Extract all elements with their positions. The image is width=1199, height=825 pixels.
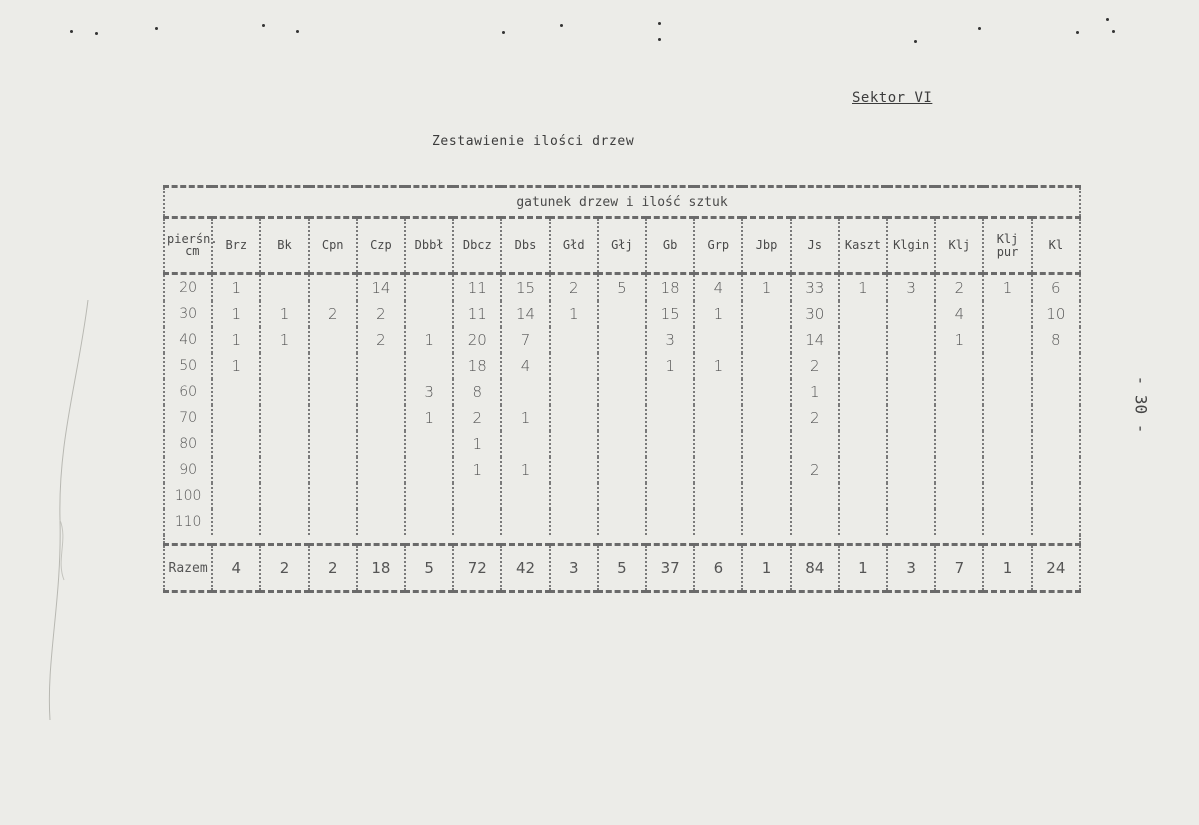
count-cell: 1	[453, 431, 501, 457]
count-cell: 1	[983, 273, 1031, 301]
count-cell: 2	[791, 353, 839, 379]
document-title: Zestawienie ilości drzew	[432, 134, 635, 149]
count-cell: 3	[405, 379, 453, 405]
count-cell: 1	[501, 457, 549, 483]
column-header-species: Bk	[260, 218, 308, 273]
count-cell	[694, 327, 742, 353]
count-cell	[550, 405, 598, 431]
count-cell	[1032, 405, 1080, 431]
column-header-species: Klj pur	[983, 218, 1031, 273]
count-cell: 11	[453, 273, 501, 301]
count-cell: 6	[1032, 273, 1080, 301]
count-cell	[646, 379, 694, 405]
count-cell: 8	[1032, 327, 1080, 353]
count-cell	[887, 379, 935, 405]
count-cell: 15	[646, 301, 694, 327]
count-cell	[887, 327, 935, 353]
count-cell: 1	[550, 301, 598, 327]
table-row	[164, 327, 1080, 353]
count-cell: 1	[405, 405, 453, 431]
count-cell	[935, 405, 983, 431]
count-cell	[405, 353, 453, 379]
count-cell	[405, 509, 453, 535]
count-cell	[887, 301, 935, 327]
count-cell: 1	[212, 353, 260, 379]
count-cell	[550, 327, 598, 353]
total-cell: 6	[694, 545, 742, 592]
count-cell	[983, 353, 1031, 379]
count-cell	[212, 379, 260, 405]
table-row	[164, 457, 1080, 483]
count-cell	[646, 483, 694, 509]
count-cell	[212, 405, 260, 431]
count-cell	[983, 483, 1031, 509]
count-cell: 1	[501, 405, 549, 431]
count-cell: 14	[357, 273, 405, 301]
count-cell: 2	[550, 273, 598, 301]
count-cell	[742, 379, 790, 405]
count-cell	[791, 431, 839, 457]
column-header-row	[164, 218, 1080, 273]
column-header-species: Dbbł	[405, 218, 453, 273]
count-cell	[935, 379, 983, 405]
total-cell: 37	[646, 545, 694, 592]
diameter-cell: 40	[164, 327, 212, 353]
table-group-heading: gatunek drzew i ilość sztuk	[164, 187, 1080, 218]
count-cell	[309, 431, 357, 457]
column-header-diameter	[164, 218, 218, 273]
table-row	[164, 509, 1080, 535]
totals-label: Razem	[164, 545, 212, 592]
count-cell: 3	[887, 273, 935, 301]
count-cell	[598, 327, 646, 353]
diameter-cell: 20	[164, 273, 212, 301]
total-cell: 1	[742, 545, 790, 592]
ink-speck	[1112, 30, 1115, 33]
ink-speck	[262, 24, 265, 27]
diameter-cell: 30	[164, 301, 212, 327]
count-cell	[212, 457, 260, 483]
diameter-cell: 70	[164, 405, 212, 431]
count-cell: 1	[453, 457, 501, 483]
count-cell	[887, 457, 935, 483]
count-cell	[501, 379, 549, 405]
count-cell	[983, 457, 1031, 483]
count-cell	[212, 509, 260, 535]
count-cell	[260, 457, 308, 483]
count-cell: 3	[646, 327, 694, 353]
count-cell	[694, 431, 742, 457]
count-cell	[598, 457, 646, 483]
count-cell	[742, 405, 790, 431]
diameter-cell: 50	[164, 353, 212, 379]
count-cell	[212, 431, 260, 457]
total-cell: 5	[405, 545, 453, 592]
count-cell	[1032, 457, 1080, 483]
total-cell: 3	[887, 545, 935, 592]
total-cell: 18	[357, 545, 405, 592]
count-cell	[1032, 431, 1080, 457]
count-cell	[598, 483, 646, 509]
count-cell	[260, 509, 308, 535]
count-cell	[260, 353, 308, 379]
count-cell: 1	[260, 301, 308, 327]
count-cell: 1	[212, 327, 260, 353]
count-cell	[309, 457, 357, 483]
count-cell	[309, 273, 357, 301]
sector-heading: Sektor VI	[852, 90, 933, 106]
diameter-cell: 60	[164, 379, 212, 405]
count-cell: 4	[694, 273, 742, 301]
count-cell	[501, 509, 549, 535]
count-cell	[405, 431, 453, 457]
count-cell: 1	[694, 301, 742, 327]
count-cell	[260, 379, 308, 405]
count-cell	[357, 405, 405, 431]
ink-speck	[1106, 18, 1109, 21]
diameter-cell: 90	[164, 457, 212, 483]
count-cell	[598, 405, 646, 431]
count-cell: 14	[501, 301, 549, 327]
column-header-species: Głd	[550, 218, 598, 273]
column-header-species: Grp	[694, 218, 742, 273]
count-cell: 1	[742, 273, 790, 301]
count-cell	[694, 379, 742, 405]
count-cell	[983, 301, 1031, 327]
column-header-species: Dbcz	[453, 218, 501, 273]
ink-speck	[1076, 31, 1079, 34]
total-cell: 42	[501, 545, 549, 592]
total-cell: 84	[791, 545, 839, 592]
ink-speck	[914, 40, 917, 43]
column-header-species: Js	[791, 218, 839, 273]
count-cell: 1	[260, 327, 308, 353]
count-cell: 2	[309, 301, 357, 327]
tree-count-table	[163, 185, 1081, 593]
count-cell	[983, 431, 1031, 457]
count-cell	[742, 327, 790, 353]
count-cell: 1	[405, 327, 453, 353]
count-cell	[501, 483, 549, 509]
count-cell	[887, 405, 935, 431]
count-cell	[839, 405, 887, 431]
count-cell	[935, 353, 983, 379]
total-cell: 1	[839, 545, 887, 592]
column-header-species: Kl	[1032, 218, 1080, 273]
count-cell: 2	[791, 405, 839, 431]
count-cell	[357, 431, 405, 457]
count-cell	[742, 457, 790, 483]
total-cell: 2	[260, 545, 308, 592]
count-cell: 1	[212, 301, 260, 327]
total-cell: 2	[309, 545, 357, 592]
table-row	[164, 405, 1080, 431]
count-cell: 7	[501, 327, 549, 353]
count-cell	[1032, 483, 1080, 509]
count-cell: 2	[935, 273, 983, 301]
count-cell	[309, 405, 357, 431]
count-cell	[550, 379, 598, 405]
count-cell: 33	[791, 273, 839, 301]
count-cell	[309, 509, 357, 535]
ink-speck	[155, 27, 158, 30]
count-cell	[309, 327, 357, 353]
count-cell	[742, 353, 790, 379]
count-cell	[839, 431, 887, 457]
count-cell	[742, 509, 790, 535]
count-cell: 1	[791, 379, 839, 405]
column-header-species: Brz	[212, 218, 260, 273]
count-cell: 2	[357, 301, 405, 327]
count-cell	[887, 431, 935, 457]
page-number: - 30 -	[1131, 375, 1151, 434]
table-row	[164, 273, 1080, 301]
count-cell: 15	[501, 273, 549, 301]
count-cell	[646, 431, 694, 457]
count-cell	[550, 509, 598, 535]
count-cell	[646, 509, 694, 535]
count-cell	[791, 483, 839, 509]
count-cell	[839, 353, 887, 379]
count-cell: 5	[598, 273, 646, 301]
count-cell: 20	[453, 327, 501, 353]
count-cell	[405, 301, 453, 327]
count-cell	[453, 483, 501, 509]
total-cell: 3	[550, 545, 598, 592]
count-cell	[260, 405, 308, 431]
count-cell: 1	[839, 273, 887, 301]
count-cell	[742, 483, 790, 509]
total-cell: 1	[983, 545, 1031, 592]
totals-row	[164, 545, 1080, 592]
column-header-species: Klj	[935, 218, 983, 273]
count-cell: 1	[646, 353, 694, 379]
count-cell	[405, 457, 453, 483]
column-header-species: Dbs	[501, 218, 549, 273]
count-cell	[260, 431, 308, 457]
count-cell	[357, 457, 405, 483]
count-cell	[694, 509, 742, 535]
table-spacer	[164, 535, 1080, 545]
count-cell: 30	[791, 301, 839, 327]
count-cell	[935, 457, 983, 483]
table-row	[164, 431, 1080, 457]
count-cell: 2	[357, 327, 405, 353]
count-cell	[983, 327, 1031, 353]
count-cell	[839, 483, 887, 509]
count-cell	[357, 483, 405, 509]
count-cell	[357, 353, 405, 379]
diameter-heading: pierśn. cm	[167, 232, 218, 258]
table-row	[164, 483, 1080, 509]
count-cell	[839, 379, 887, 405]
count-cell	[839, 509, 887, 535]
count-cell	[646, 457, 694, 483]
count-cell	[598, 509, 646, 535]
count-cell	[260, 273, 308, 301]
column-header-species: Gb	[646, 218, 694, 273]
ink-speck	[296, 30, 299, 33]
ink-speck	[95, 32, 98, 35]
count-cell	[598, 379, 646, 405]
count-cell	[212, 483, 260, 509]
count-cell	[646, 405, 694, 431]
count-cell	[1032, 509, 1080, 535]
count-cell	[887, 353, 935, 379]
count-cell: 10	[1032, 301, 1080, 327]
column-header-species: Klgin	[887, 218, 935, 273]
count-cell	[357, 379, 405, 405]
count-cell	[983, 509, 1031, 535]
count-cell: 1	[935, 327, 983, 353]
column-header-species: Cpn	[309, 218, 357, 273]
column-header-species: Czp	[357, 218, 405, 273]
ink-speck	[658, 22, 661, 25]
table-row	[164, 353, 1080, 379]
total-cell: 72	[453, 545, 501, 592]
count-cell	[598, 353, 646, 379]
count-cell	[309, 483, 357, 509]
count-cell	[405, 273, 453, 301]
count-cell	[405, 483, 453, 509]
count-cell	[357, 509, 405, 535]
count-cell: 2	[791, 457, 839, 483]
count-cell	[694, 405, 742, 431]
count-cell	[935, 431, 983, 457]
count-cell	[887, 509, 935, 535]
count-cell	[694, 457, 742, 483]
ink-speck	[70, 30, 73, 33]
diameter-cell: 80	[164, 431, 212, 457]
count-cell	[983, 405, 1031, 431]
count-cell: 4	[935, 301, 983, 327]
count-cell	[501, 431, 549, 457]
count-cell	[742, 431, 790, 457]
count-cell: 1	[212, 273, 260, 301]
diameter-cell: 100	[164, 483, 212, 509]
count-cell	[1032, 353, 1080, 379]
count-cell	[550, 431, 598, 457]
total-cell: 24	[1032, 545, 1080, 592]
ink-speck	[658, 38, 661, 41]
count-cell: 14	[791, 327, 839, 353]
ink-speck	[978, 27, 981, 30]
count-cell	[694, 483, 742, 509]
count-cell	[309, 379, 357, 405]
paper-crease	[38, 300, 98, 720]
table-row	[164, 301, 1080, 327]
table-row	[164, 379, 1080, 405]
count-cell	[550, 483, 598, 509]
count-cell: 4	[501, 353, 549, 379]
count-cell: 18	[453, 353, 501, 379]
ink-speck	[560, 24, 563, 27]
total-cell: 4	[212, 545, 260, 592]
count-cell	[791, 509, 839, 535]
count-cell	[309, 353, 357, 379]
count-cell	[598, 301, 646, 327]
count-cell	[550, 457, 598, 483]
count-cell: 11	[453, 301, 501, 327]
count-cell	[550, 353, 598, 379]
count-cell	[839, 301, 887, 327]
count-cell: 1	[694, 353, 742, 379]
column-header-species: Jbp	[742, 218, 790, 273]
count-cell: 2	[453, 405, 501, 431]
total-cell: 5	[598, 545, 646, 592]
count-cell	[1032, 379, 1080, 405]
ink-speck	[502, 31, 505, 34]
count-cell	[839, 327, 887, 353]
count-cell	[742, 301, 790, 327]
count-cell	[598, 431, 646, 457]
column-header-species: Głj	[598, 218, 646, 273]
count-cell	[887, 483, 935, 509]
count-cell	[983, 379, 1031, 405]
count-cell: 18	[646, 273, 694, 301]
count-cell	[260, 483, 308, 509]
count-cell: 8	[453, 379, 501, 405]
count-cell	[453, 509, 501, 535]
column-header-species: Kaszt	[839, 218, 887, 273]
count-cell	[935, 483, 983, 509]
total-cell: 7	[935, 545, 983, 592]
count-cell	[839, 457, 887, 483]
diameter-cell: 110	[164, 509, 212, 535]
count-cell	[935, 509, 983, 535]
